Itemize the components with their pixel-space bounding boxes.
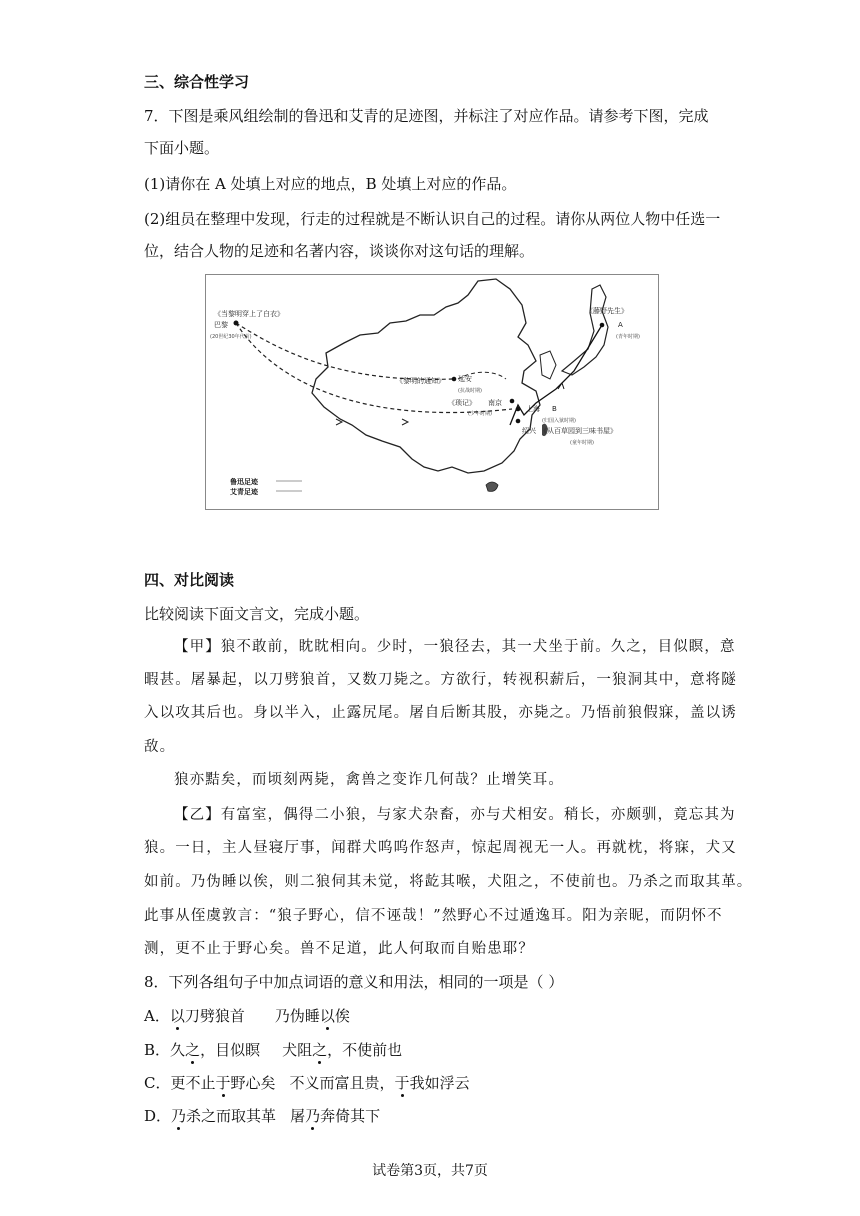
dotted-word: 以: [169, 1007, 185, 1025]
dotted-word: 之: [185, 1041, 201, 1059]
passage-yi-line-1: 【乙】有富室，偶得二小狼，与家犬杂畜，亦与犬相安。稍长，亦颇驯，竟忘其为: [174, 807, 736, 823]
map-label-nanjing: 南京: [488, 399, 502, 407]
map-label-war-period: (抗战时期): [458, 388, 482, 394]
passage-yi-line-4: 此事从侄虞敦言：“狼子野心，信不诬哉！”然野心不过遁逸耳。阳为亲昵，而阴怀不: [144, 908, 723, 924]
section-4-intro: 比较阅读下面文言文，完成小题。: [144, 605, 370, 623]
dotted-word: 之: [312, 1041, 328, 1059]
passage-jia-line-3: 入以攻其后也。身以半入，止露尻尾。屠自后断其股，亦毙之。乃悟前狼假寐，盖以诱: [144, 705, 737, 721]
option-part: 野心矣: [230, 1074, 276, 1092]
map-label-youth-period: (青年时期): [616, 334, 640, 340]
option-letter: B．: [144, 1041, 171, 1059]
map-label-zhaji-work: 《琐记》: [448, 399, 476, 407]
dotted-word: 以: [319, 1007, 335, 1025]
map-label-dawn-work: 《当黎明穿上了白衣》: [214, 310, 284, 318]
legend-aiqing: 艾青足迹: [230, 488, 258, 496]
map-label-baicao-work: 《从百草园到三味书屋》: [540, 427, 617, 435]
option-part: 乃伪睡: [274, 1007, 320, 1025]
passage-yi-line-5: 测，更不止于野心矣。兽不足道，此人何取而自贻患耶？: [144, 941, 534, 957]
map-label-teen-period: (少年时期): [468, 411, 492, 417]
option-part: 刀劈狼首: [184, 1007, 245, 1025]
option-part: 杀之而取其革: [186, 1107, 277, 1125]
question-7-sub-2-line-2: 位，结合人物的足迹和名著内容，谈谈你对这句话的理解。: [144, 242, 535, 260]
footprint-map: [205, 274, 659, 510]
map-label-shanghai-period: (归国入狱时期): [542, 418, 576, 424]
question-7-line-1: 7．下图是乘风组绘制的鲁迅和艾青的足迹图，并标注了对应作品。请参考下图，完成: [144, 107, 709, 125]
passage-yi-line-2: 狼。一日，主人昼寝厅事，闻群犬呜呜作怒声，惊起周视无一人。再就枕，将寐，犬又: [144, 840, 737, 856]
option-part: 我如浮云: [409, 1074, 470, 1092]
option-a[interactable]: [144, 1006, 350, 1026]
option-part: 更不止: [170, 1074, 216, 1092]
option-letter: C．: [144, 1074, 171, 1092]
section-heading-comparative-reading: 四、对比阅读: [144, 571, 235, 589]
map-label-shaoxing: 绍兴: [522, 427, 536, 435]
option-part: 犬阻: [282, 1041, 313, 1059]
passage-yi-line-3: 如前。乃伪睡以俟，则二狼伺其未觉，将龁其喉，犬阻之，不使前也。乃杀之而取其革。: [144, 874, 753, 890]
passage-jia-line-1: 【甲】狼不敢前，眈眈相向。少时，一狼径去，其一犬坐于前。久之，目似瞑，意: [174, 639, 736, 655]
map-label-paris-period: (20世纪30年代前): [210, 334, 252, 340]
option-part: 不义而富且贵，: [289, 1074, 395, 1092]
question-8-stem: 8．下列各组句子中加点词语的意义和用法，相同的一项是（ ）: [144, 973, 564, 991]
option-letter: D．: [144, 1107, 172, 1125]
page-footer: 试卷第3页，共7页: [372, 1163, 488, 1179]
dotted-word: 乃: [305, 1107, 321, 1125]
passage-jia-line-2: 暇甚。屠暴起，以刀劈狼首，又数刀毙之。方欲行，转视积薪后，一狼洞其中，意将隧: [144, 672, 737, 688]
option-c[interactable]: [144, 1073, 470, 1093]
dotted-word: 于: [394, 1074, 410, 1092]
map-label-paris: 巴黎: [214, 321, 228, 329]
passage-jia-line-4: 敌。: [144, 739, 176, 755]
legend-luxun: 鲁迅足迹: [230, 478, 258, 486]
option-part: 久: [170, 1041, 186, 1059]
passage-jia-line-5: 狼亦黠矣，而顷刻两毙，禽兽之变诈几何哉？止增笑耳。: [174, 772, 564, 788]
section-heading-comprehensive: 三、综合性学习: [144, 73, 250, 91]
question-7-sub-2-line-1: (2)组员在整理中发现，行走的过程就是不断认识自己的过程。请你从两位人物中任选一: [144, 210, 721, 228]
map-label-yanan: 延安: [458, 375, 472, 383]
map-label-shanghai: 上海: [526, 405, 540, 413]
map-label-child-period: (童年时期): [570, 440, 594, 446]
option-part: 俟: [334, 1007, 350, 1025]
option-d[interactable]: [144, 1106, 380, 1126]
option-part: 屠: [290, 1107, 306, 1125]
question-7-sub-1: (1)请你在 A 处填上对应的地点，B 处填上对应的作品。: [144, 175, 517, 193]
map-label-liming-work: 《黎明的通知》: [396, 377, 445, 385]
question-7-line-2: 下面小题。: [144, 139, 220, 157]
option-part: ，目似瞑: [200, 1041, 261, 1059]
dotted-word: 于: [215, 1074, 231, 1092]
map-label-b: B: [552, 405, 557, 413]
map-label-fujino-work: 《藤野先生》: [586, 307, 628, 315]
dotted-word: 乃: [171, 1107, 187, 1125]
option-part: ，不使前也: [327, 1041, 403, 1059]
map-label-a: A: [618, 321, 623, 329]
option-letter: A．: [144, 1007, 170, 1025]
option-b[interactable]: [144, 1040, 402, 1060]
option-part: 奔倚其下: [320, 1107, 381, 1125]
